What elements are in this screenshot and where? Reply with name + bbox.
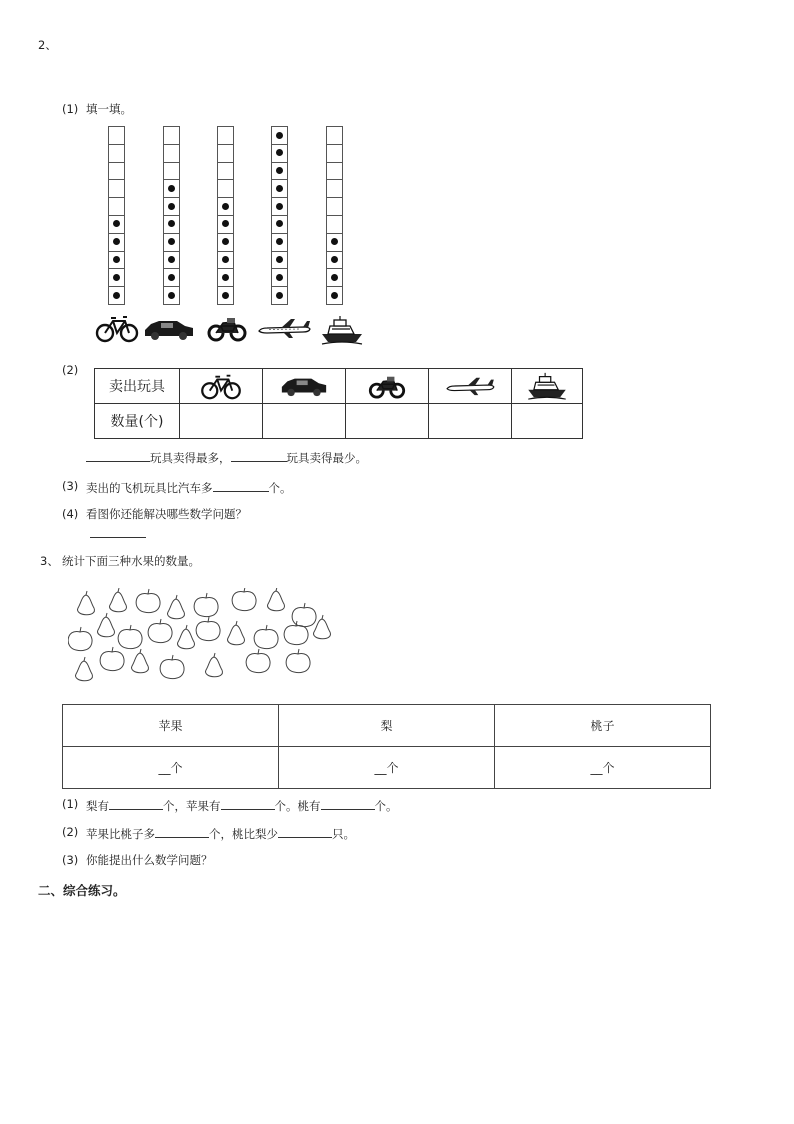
table-motorcycle-icon: [346, 369, 429, 404]
answer-blank[interactable]: [213, 479, 269, 492]
pear-drawing: [268, 588, 285, 611]
apple-drawing: [68, 627, 92, 651]
dot-marker: [276, 238, 283, 245]
pictograph-cell: [326, 233, 343, 251]
sentence-part: 个，苹果有: [163, 799, 221, 813]
pictograph-cell: [326, 251, 343, 269]
pictograph-cell: [217, 268, 234, 286]
fruit-illustration: [68, 588, 348, 688]
apple-drawing: [246, 649, 270, 673]
count-cell-apple[interactable]: __个: [63, 747, 279, 789]
apple-drawing: [100, 647, 124, 671]
dot-marker: [276, 185, 283, 192]
pictograph-cell: [271, 251, 288, 269]
answer-blank[interactable]: [155, 825, 209, 838]
dot-marker: [168, 185, 175, 192]
answer-blank[interactable]: [221, 797, 275, 810]
part-4-label: (4): [62, 507, 79, 521]
pictograph-cell: [108, 286, 125, 305]
dot-marker: [168, 274, 175, 281]
apple-drawing: [232, 588, 256, 611]
pictograph-cell: [217, 162, 234, 180]
pictograph-cell: [108, 144, 125, 162]
pictograph-cell: [271, 268, 288, 286]
pictograph-cell: [217, 126, 234, 144]
dot-marker: [276, 203, 283, 210]
part-3-text: [86, 479, 292, 495]
airplane-icon: [257, 316, 311, 340]
pictograph-cell: [271, 179, 288, 197]
header-peach: 桃子: [495, 705, 711, 747]
table-car-icon: [263, 369, 346, 404]
bicycle-icon: [95, 312, 139, 344]
pictograph-cell: [108, 162, 125, 180]
sentence-part: 卖出的飞机玩具比汽车多: [86, 481, 213, 495]
pictograph-cell: [163, 268, 180, 286]
apple-drawing: [160, 655, 184, 679]
sub-1-label: (1): [62, 797, 79, 811]
pictograph-cell: [108, 233, 125, 251]
sentence-part: 个。桃有: [274, 799, 321, 813]
sentence-part: 只。: [332, 827, 355, 841]
sentence-part: 苹果比桃子多: [86, 827, 155, 841]
pictograph-cell: [108, 179, 125, 197]
table-ship-icon: [512, 369, 583, 404]
pictograph-cell: [271, 197, 288, 215]
pictograph-cell: [326, 179, 343, 197]
answer-blank[interactable]: [321, 797, 375, 810]
apple-drawing: [284, 621, 308, 645]
pictograph-cell: [108, 215, 125, 233]
header-apple: 苹果: [63, 705, 279, 747]
ship-icon: [320, 314, 364, 346]
apple-drawing: [118, 625, 142, 649]
pictograph-cell: [326, 215, 343, 233]
dot-marker: [331, 274, 338, 281]
dot-marker: [276, 274, 283, 281]
pictograph-cell: [108, 268, 125, 286]
fruit-count-table: [62, 704, 711, 789]
dot-marker: [276, 220, 283, 227]
answer-blank[interactable]: [278, 825, 332, 838]
pictograph-cell: [271, 144, 288, 162]
table-airplane-icon: [429, 369, 512, 404]
pictograph-column: [326, 126, 343, 305]
dot-marker: [276, 132, 283, 139]
toy-sales-table: [94, 368, 583, 439]
pear-drawing: [228, 621, 245, 645]
pictograph-column: [271, 126, 288, 305]
dot-marker: [222, 274, 229, 281]
most-least-sentence: [86, 449, 367, 465]
quantity-cell-airplane[interactable]: [429, 404, 512, 439]
dot-marker: [113, 292, 120, 299]
car-icon: [143, 316, 195, 342]
pictograph-cell: [163, 215, 180, 233]
pictograph-cell: [163, 286, 180, 305]
pictograph-cell: [326, 162, 343, 180]
dot-marker: [222, 238, 229, 245]
pictograph-cell: [163, 251, 180, 269]
part-1-text: 填一填。: [86, 102, 132, 116]
pictograph-cell: [108, 126, 125, 144]
sentence-part: 玩具卖得最少。: [286, 451, 367, 465]
part-4-text: 看图你还能解决哪些数学问题？: [86, 507, 247, 521]
apple-drawing: [292, 603, 316, 627]
pictograph-cell: [163, 144, 180, 162]
quantity-cell-bicycle[interactable]: [180, 404, 263, 439]
answer-line[interactable]: [90, 537, 146, 538]
pear-drawing: [132, 649, 149, 673]
pictograph-cell: [217, 179, 234, 197]
header-pear: 梨: [279, 705, 495, 747]
pear-drawing: [178, 625, 195, 649]
sentence-part: 个。: [374, 799, 398, 813]
dot-marker: [168, 220, 175, 227]
question-3-title: 统计下面三种水果的数量。: [62, 554, 200, 568]
pear-drawing: [206, 653, 223, 677]
sentence-part: 玩具卖得最多，: [150, 451, 231, 465]
quantity-cell-car[interactable]: [263, 404, 346, 439]
pictograph-column: [217, 126, 234, 305]
answer-blank[interactable]: [231, 449, 287, 462]
apple-drawing: [136, 589, 160, 613]
dot-marker: [331, 256, 338, 263]
count-cell-peach[interactable]: __个: [495, 747, 711, 789]
question-number-3: 3、: [40, 554, 59, 568]
apple-drawing: [286, 649, 310, 673]
pear-drawing: [110, 588, 127, 612]
pictograph-cell: [163, 162, 180, 180]
sub-2-text: [86, 825, 355, 841]
pear-drawing: [78, 591, 95, 615]
pear-drawing: [168, 595, 185, 619]
count-cell-pear[interactable]: __个: [279, 747, 495, 789]
pictograph-cell: [108, 197, 125, 215]
dot-marker: [331, 238, 338, 245]
pictograph-cell: [271, 215, 288, 233]
pictograph-column: [163, 126, 180, 305]
pear-drawing: [98, 613, 115, 637]
apple-drawing: [196, 617, 220, 641]
dot-marker: [331, 292, 338, 299]
pictograph-cell: [326, 197, 343, 215]
part-2-label: (2): [62, 363, 79, 377]
section-2-title: 二、综合练习。: [38, 883, 126, 898]
sentence-part: 梨有: [86, 799, 109, 813]
dot-marker: [168, 256, 175, 263]
dot-marker: [222, 256, 229, 263]
apple-drawing: [194, 593, 218, 617]
dot-marker: [168, 203, 175, 210]
answer-blank[interactable]: [86, 449, 150, 462]
pictograph-cell: [271, 126, 288, 144]
question-number-2: 2、: [38, 38, 57, 52]
table-bicycle-icon: [180, 369, 263, 404]
pear-drawing: [76, 657, 93, 681]
quantity-cell-ship[interactable]: [512, 404, 583, 439]
sub-3-text: 你能提出什么数学问题？: [86, 853, 213, 867]
motorcycle-icon: [207, 314, 247, 342]
pictograph-cell: [163, 197, 180, 215]
quantity-cell-motorcycle[interactable]: [346, 404, 429, 439]
dot-marker: [113, 238, 120, 245]
dot-marker: [168, 292, 175, 299]
pictograph-cell: [326, 126, 343, 144]
pictograph-cell: [326, 268, 343, 286]
sentence-part: 个，桃比梨少: [209, 827, 278, 841]
pictograph-cell: [271, 233, 288, 251]
dot-marker: [222, 220, 229, 227]
pictograph-cell: [217, 233, 234, 251]
pictograph-cell: [217, 251, 234, 269]
pictograph-cell: [217, 197, 234, 215]
dot-marker: [113, 220, 120, 227]
pictograph-cell: [326, 286, 343, 305]
pictograph-cell: [108, 251, 125, 269]
pictograph-cell: [271, 162, 288, 180]
sub-2-label: (2): [62, 825, 79, 839]
apple-drawing: [148, 619, 172, 643]
dot-marker: [113, 256, 120, 263]
dot-marker: [276, 292, 283, 299]
sub-3-label: (3): [62, 853, 79, 867]
pictograph-column: [108, 126, 125, 305]
pictograph-cell: [326, 144, 343, 162]
pictograph-cell: [163, 179, 180, 197]
pictograph-cell: [217, 144, 234, 162]
part-3-label: (3): [62, 479, 79, 493]
part-1-label: (1): [62, 102, 79, 116]
dot-marker: [113, 274, 120, 281]
dot-marker: [276, 149, 283, 156]
pictograph-cell: [163, 233, 180, 251]
pictograph-cell: [217, 215, 234, 233]
apple-drawing: [254, 625, 278, 649]
pictograph-cell: [217, 286, 234, 305]
pictograph-cell: [271, 286, 288, 305]
dot-marker: [222, 292, 229, 299]
answer-blank[interactable]: [109, 797, 163, 810]
dot-marker: [222, 203, 229, 210]
sentence-part: 个。: [268, 481, 292, 495]
sub-1-text: [86, 797, 398, 813]
dot-marker: [168, 238, 175, 245]
dot-marker: [276, 256, 283, 263]
row-label-quantity: 数量(个): [95, 404, 180, 439]
dot-marker: [276, 167, 283, 174]
pictograph-cell: [163, 126, 180, 144]
row-label-toys: 卖出玩具: [95, 369, 180, 404]
